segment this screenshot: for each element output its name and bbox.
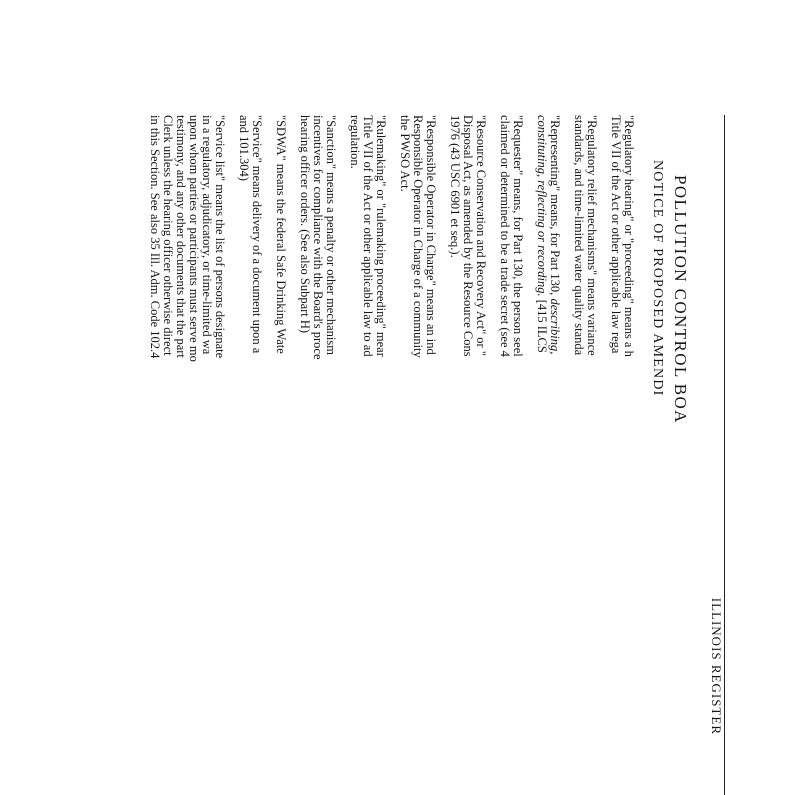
definition-line: hearing officer orders. (See also Subpart H) <box>298 115 312 334</box>
definition-line: Responsible Operator in Charge of a community <box>411 115 425 358</box>
definition-line: "Sanction" means a penalty or other mechanism <box>324 115 338 355</box>
definition-line: "Requester" means, for Part 130, the person seel <box>511 115 525 357</box>
definition-line: standards, and time-limited water quality standa <box>572 115 586 356</box>
definition-line: "Rulemaking" or "rulemaking proceeding" mear <box>374 115 388 357</box>
definition-line: in this Section. See also 35 Ill. Adm. Code 102.4 <box>148 115 162 359</box>
document-title: POLLUTION CONTROL BOA <box>671 175 690 424</box>
definition-line: Clerk unless the hearing officer otherwise direct <box>161 115 175 356</box>
definition-line: the PWSO Act. <box>398 115 412 192</box>
definition-line: upon whom parties or participants must serve mo <box>187 115 201 362</box>
definition-line: "Regulatory hearing" or "proceeding" means a h <box>622 115 636 357</box>
definition-line: regulation. <box>348 115 362 169</box>
definition-line: and 101.304) <box>237 115 251 181</box>
definition-line: "Service" means delivery of a document upon a <box>250 115 264 354</box>
definition-line: incentives for compliance with the Board's proce <box>311 115 325 360</box>
definition-line: Title VII of the Act or other applicable law rega <box>609 115 623 354</box>
definition-line: in a regulatory, adjudicatory, or time-limited wa <box>200 115 214 355</box>
definition-line: claimed or determined to be a trade secret (see 4 <box>498 115 512 357</box>
document-subtitle: NOTICE OF PROPOSED AMENDI <box>650 160 665 397</box>
register-header: ILLINOIS REGISTER <box>709 597 724 735</box>
definition-line: "Resource Conservation and Recovery Act" or " <box>474 115 488 356</box>
definition-line: "Regulatory relief mechanisms" means variance <box>585 115 599 356</box>
definition-line: "Service list" means the list of persons designate <box>213 115 227 359</box>
rotated-document <box>148 115 810 795</box>
definition-line: "Representing" means, for Part 130, describing, <box>548 115 562 355</box>
definition-line: "SDWA" means the federal Safe Drinking Wate <box>274 115 288 354</box>
definition-line: constituting, reflecting or recording. [415 ILCS <box>535 115 549 353</box>
definition-line: Title VII of the Act or other applicable law to ad <box>361 115 375 357</box>
definition-line: testimony, and any other documents that the part <box>174 115 188 358</box>
header-rule <box>724 115 725 795</box>
definition-line: Disposal Act, as amended by the Resource Cons <box>461 115 475 357</box>
definition-line: "Responsible Operator in Charge" means an ind <box>424 115 438 355</box>
definition-line: 1976 (43 USC 6901 et seq.). <box>448 115 462 258</box>
